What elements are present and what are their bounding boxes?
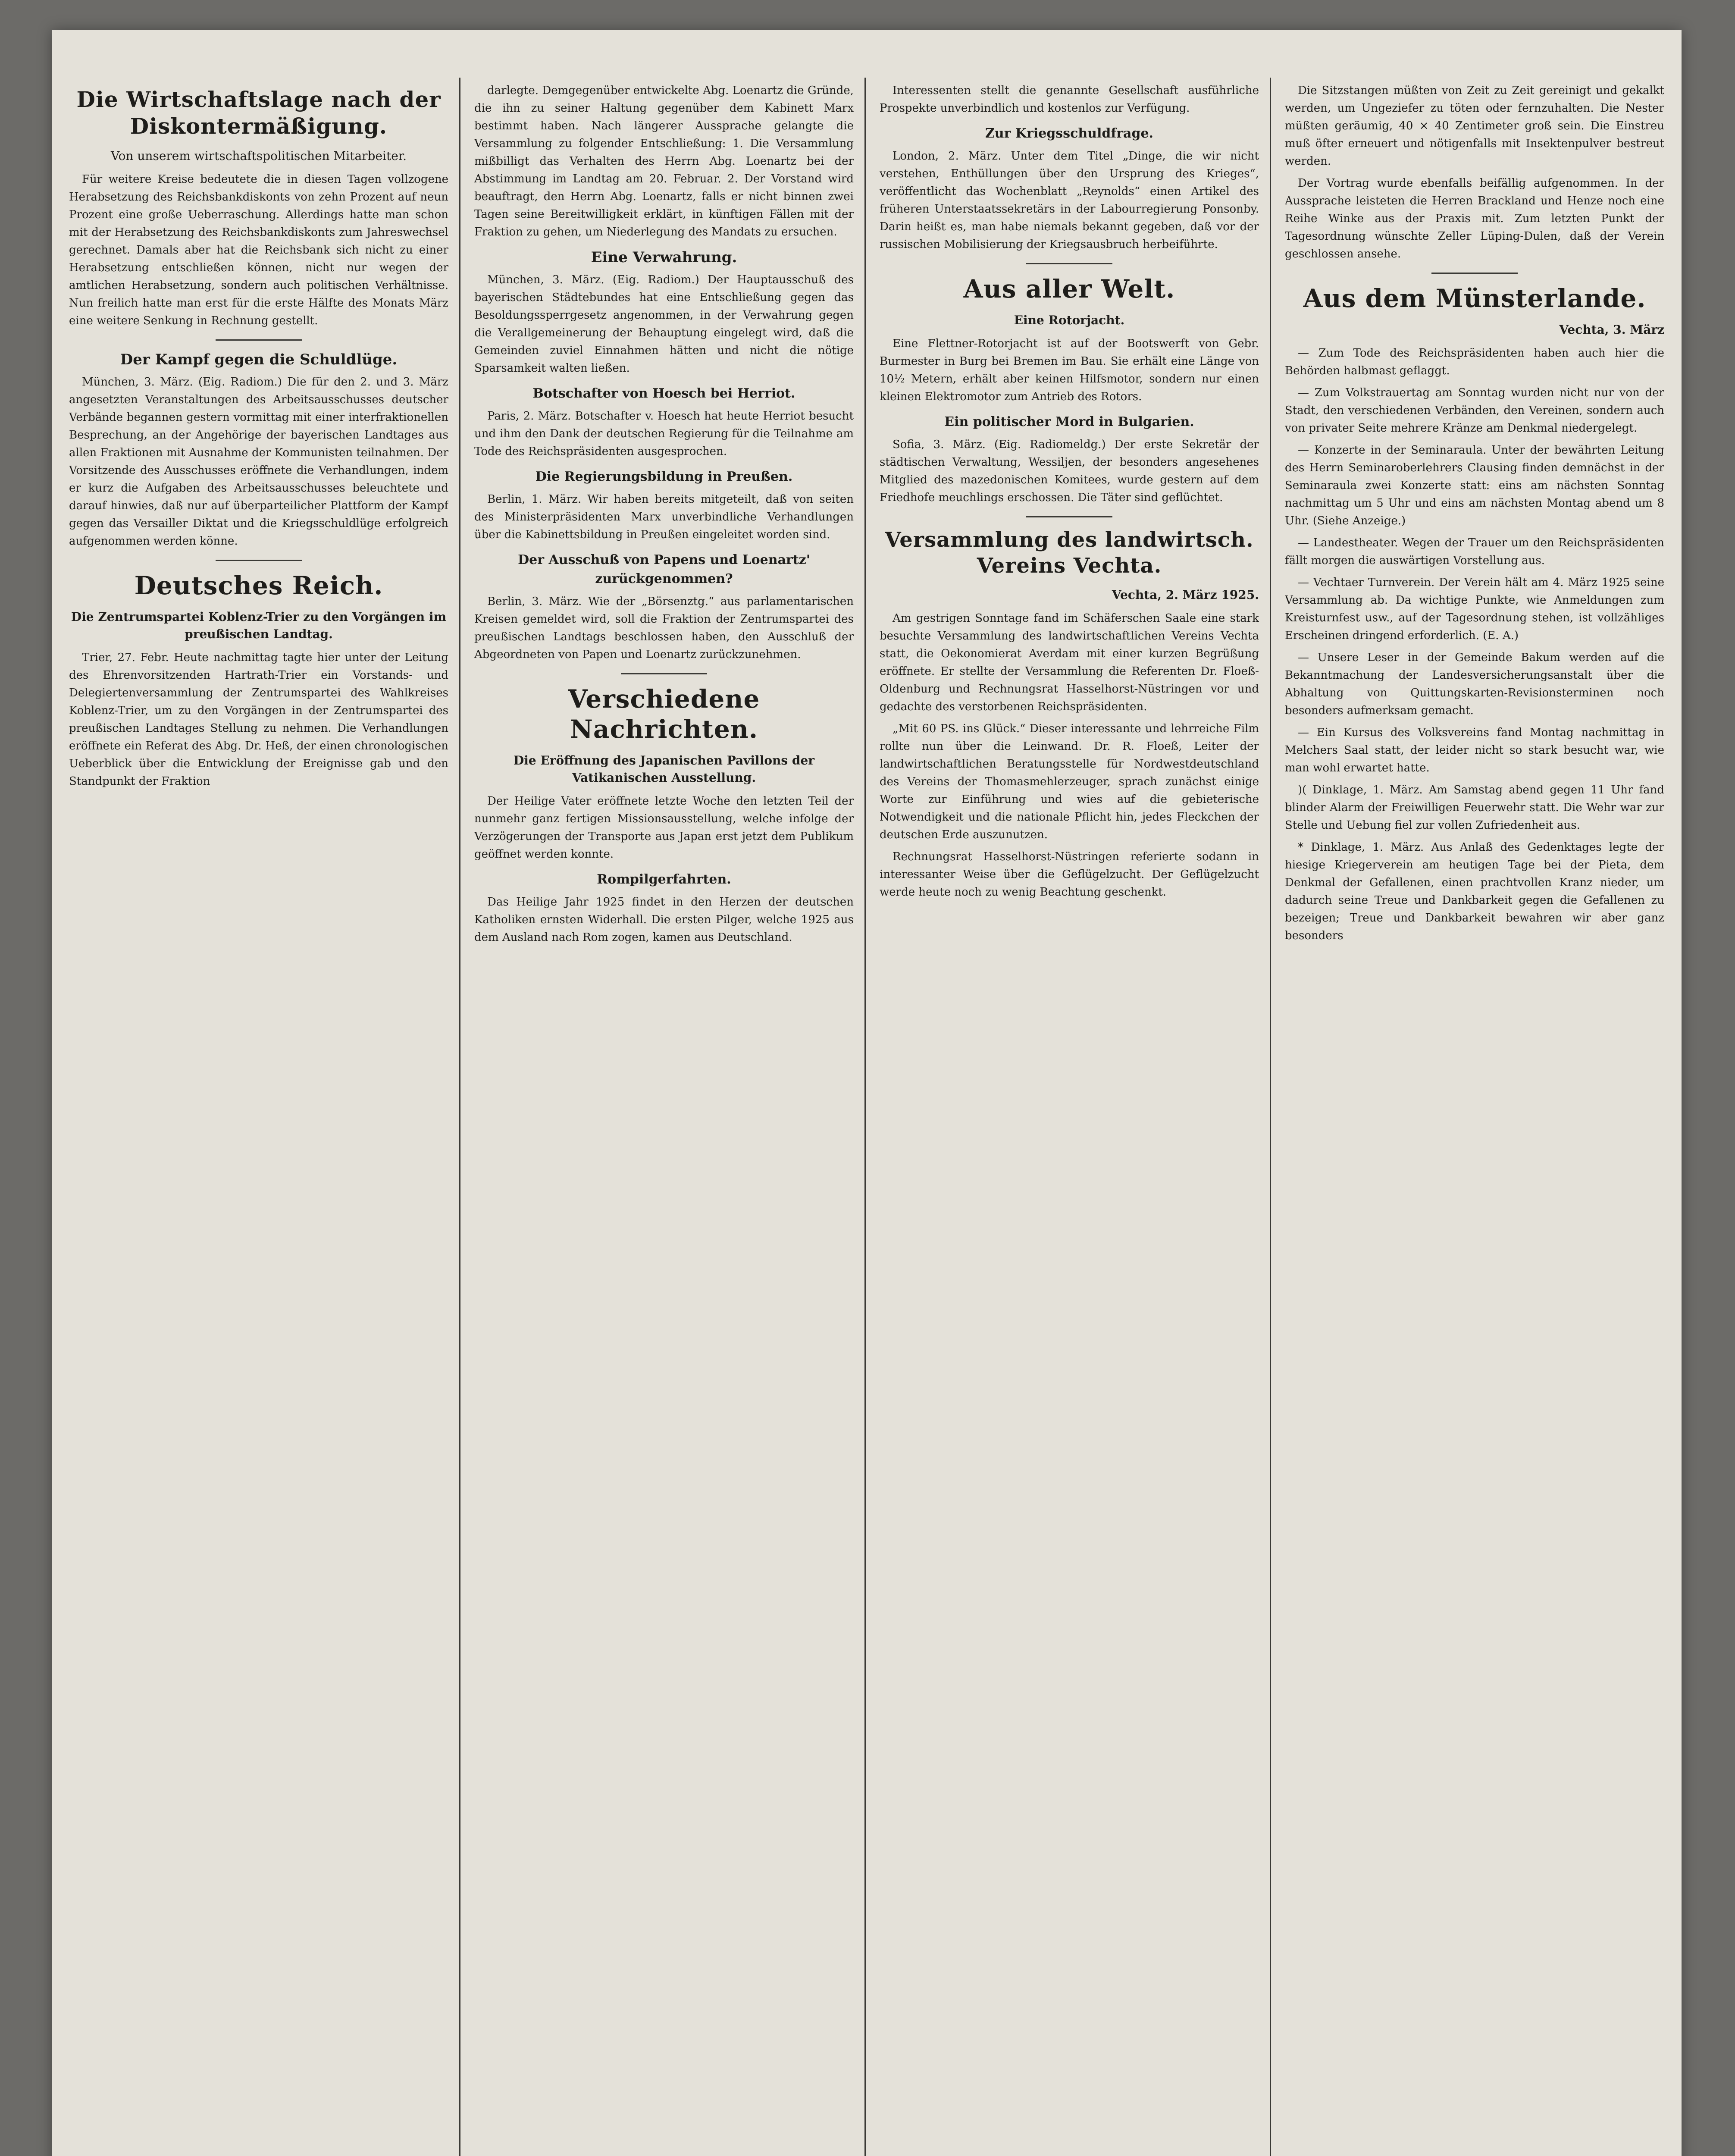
headline-schuldluege: Der Kampf gegen die Schuldlüge. xyxy=(120,351,398,368)
article-paragraph: — Konzerte in der Seminaraula. Unter der bewährten Leitung des Herrn Seminaroberlehrers Clausing finden demnächst in der Seminaraula zwei Konzerte statt: eins am nächsten Sonntag nachmittag um 5 Uhr und eins am nächsten Montag abend um 8 Uhr. (Siehe Anzeige.) xyxy=(1285,444,1664,527)
article-paragraph: — Zum Tode des Reichspräsidenten haben auch hier die Behörden halbmast geflaggt. xyxy=(1285,347,1664,377)
article-paragraph: Eine Flettner-Rotorjacht ist auf der Bootswerft von Gebr. Burmester in Burg bei Bremen im Bau. Sie erhält eine Länge von 10½ Metern, erhält aber keinen Hilfsmotor, sondern nur einen kleinen Elektromotor zum Antrieb des Rotors. xyxy=(880,337,1259,403)
article-paragraph: Berlin, 3. März. Wie der „Börsenztg.“ aus parlamentarischen Kreisen gemeldet wird, soll die Fraktion der Zentrumspartei des preußischen Landtags beschlossen haben, den Ausschluß der Abgeordneten von Papen und Loenartz zurückzunehmen. xyxy=(474,595,854,661)
article-paragraph: darlegte. Demgegenüber entwickelte Abg. Loenartz die Gründe, die ihn zu seiner Haltung gegenüber dem Kabinett Marx bestimmt haben. Nach längerer Aussprache gelangte die Versammlung zu folgender Entschließung: 1. Die Versammlung mißbilligt das Verhalten des Herrn Abg. Loenartz bei der Abstimmung im Landtag am 20. Februar. 2. Der Vorstand wird beauftragt, den Herrn Abg. Loenartz, falls er nicht binnen zwei Tagen seine Bereitwilligkeit erklärt, in künftigen Fällen mit der Fraktion zu gehen, um Niederlegung des Mandats zu ersuchen. xyxy=(474,84,854,238)
headline-kriegsschuldfrage: Zur Kriegsschuldfrage. xyxy=(985,126,1153,141)
article-paragraph: München, 3. März. (Eig. Radiom.) Der Hauptausschuß des bayerischen Städtebundes hat eine Entschließung gegen das Besoldungssperrgesetz angenommen, in der Verwahrung gegen die Verallgemeinerung der Behauptung eingelegt wird, daß die Gemeinden zuviel Einnahmen hätten und nicht die nötige Sparsamkeit walten ließen. xyxy=(474,273,854,375)
dateline: Vechta, 3. März xyxy=(1559,323,1664,337)
column-2 xyxy=(474,82,854,2156)
subheadline-zentrumspartei: Die Zentrumspartei Koblenz-Trier zu den Vorgängen im preußischen Landtag. xyxy=(71,610,447,641)
separator xyxy=(216,560,302,561)
headline-regierungsbildung: Die Regierungsbildung in Preußen. xyxy=(535,469,793,484)
article-paragraph: Für weitere Kreise bedeutete die in diesen Tagen vollzogene Herabsetzung des Reichsbankdiskonts von zehn Prozent auf neun Prozent eine große Ueberraschung. Allerdings hatte man schon mit der Herabsetzung des Reichsbankdiskonts zum Jahreswechsel gerechnet. Damals aber hat die Reichsbank sich nicht zu einer Herabsetzung entschließen können, nicht nur wegen der amtlichen Herabsetzung, sondern auch politischen Verhältnisse. Nun freilich hatte man erst für die erste Hälfte des Monats März eine weitere Senkung in Rechnung gestellt. xyxy=(69,173,448,327)
article-paragraph: München, 3. März. (Eig. Radiom.) Die für den 2. und 3. März angesetzten Veranstaltungen des Arbeitsausschusses deutscher Verbände begannen gestern vormittag mit einer interfraktionellen Besprechung, an der Angehörige der bayerischen Landtages aus allen Fraktionen mit Ausnahme der Kommunisten teilnahmen. Der Vorsitzende des Ausschusses eröffnete die Verhandlungen, indem er kurz die Aufgaben des Arbeitsausschusses beleuchtete und darauf hinwies, daß nur auf überparteilicher Plattform der Kampf gegen das Versailler Diktat und die Kriegsschuldlüge erfolgreich aufgenommen werden könne. xyxy=(69,376,448,548)
subheadline-japanischer-pavillon: Die Eröffnung des Japanischen Pavillons der Vatikanischen Ausstellung. xyxy=(513,753,815,785)
article-paragraph: Der Vortrag wurde ebenfalls beifällig aufgenommen. In der Aussprache leisteten die Herren Brackland und Henze noch eine Reihe Winke aus der Praxis mit. Zum letzten Punkt der Tagesordnung wünschte Zeller Lüping-Dulen, daß der Verein geschlossen ansehe. xyxy=(1285,177,1664,260)
article-paragraph: — Landestheater. Wegen der Trauer um den Reichspräsidenten fällt morgen die auswärtigen Vorstellung aus. xyxy=(1285,536,1664,567)
column-rule xyxy=(1270,78,1271,2156)
column-rule xyxy=(864,78,866,2156)
article-paragraph: * Dinklage, 1. März. Aus Anlaß des Gedenktages legte der hiesige Kriegerverein am heutigen Tage bei der Pieta, dem Denkmal der Gefallenen, einen prachtvollen Kranz nieder, um dadurch seine Treue und Dankbarkeit gegen die Gefallenen zu bezeigen; Treue und Dankbarkeit bewahren wir aber ganz besonders xyxy=(1285,841,1664,942)
byline: Von unserem wirtschaftspolitischen Mitarbeiter. xyxy=(110,149,407,163)
article-paragraph: — Vechtaer Turnverein. Der Verein hält am 4. März 1925 seine Versammlung ab. Da wichtige Punkte, wie Anmeldungen zum Kreisturnfest usw., auf der Tagesordnung stehen, ist vollzähliges Erscheinen dringend erforderlich. (E. A.) xyxy=(1285,576,1664,642)
article-paragraph: — Ein Kursus des Volksvereins fand Montag nachmittag in Melchers Saal statt, der leider nicht so stark besucht war, wie man wohl erwartet hatte. xyxy=(1285,726,1664,774)
separator xyxy=(216,339,302,341)
article-paragraph: — Zum Volkstrauertag am Sonntag wurden nicht nur von der Stadt, den verschiedenen Verbänden, den Vereinen, sondern auch von privater Seite mehrere Kränze am Denkmal niedergelegt. xyxy=(1285,386,1664,435)
headline-versammlung-vechta: Versammlung des landwirtsch. Vereins Vechta. xyxy=(885,528,1254,578)
article-paragraph: Die Sitzstangen müßten von Zeit zu Zeit gereinigt und gekalkt werden, um Ungeziefer zu töten oder fernzuhalten. Die Nester müßten geräumig, 40 × 40 Zentimeter groß sein. Die Einstreu muß öfter erneuert und nötigenfalls mit Insektenpulver bestreut werden. xyxy=(1285,84,1664,168)
separator xyxy=(621,673,707,674)
column-4 xyxy=(1285,82,1664,2156)
article-paragraph: — Unsere Leser in der Gemeinde Bakum werden auf die Bekanntmachung der Landesversicherungsanstalt über die Abhaltung von Quittungskarten-Revisionsterminen noch besonders aufmerksam gemacht. xyxy=(1285,651,1664,717)
article-paragraph: „Mit 60 PS. ins Glück.“ Dieser interessante und lehrreiche Film rollte nun über die Leinwand. Dr. R. Floeß, Leiter der landwirtschaftlichen Beratungsstelle für Nordwestdeutschland des Vereins der Thomasmehlerzeuger, sprach zunächst einige Worte zur Einführung und wies auf die gebieterische Notwendigkeit und die nationale Pflicht hin, jedes Fleckchen der deutschen Erde auszunutzen. xyxy=(880,722,1259,841)
column-1 xyxy=(69,82,448,2156)
subheadline-rotorjacht: Eine Rotorjacht. xyxy=(1014,313,1125,327)
separator xyxy=(1026,516,1112,517)
article-paragraph: Der Heilige Vater eröffnete letzte Woche den letzten Teil der nunmehr ganz fertigen Missionsausstellung, welche infolge der Verzögerungen der Transporte aus Japan erst jetzt dem Publikum geöffnet werden konnte. xyxy=(474,795,854,861)
headline-deutsches-reich: Deutsches Reich. xyxy=(134,571,383,600)
column-3 xyxy=(880,82,1259,2156)
headline-verwahrung: Eine Verwahrung. xyxy=(591,249,737,266)
headline-ausschluss: Der Ausschuß von Papens und Loenartz' zurückgenommen? xyxy=(518,552,810,586)
column-rule xyxy=(459,78,460,2156)
article-paragraph: Paris, 2. März. Botschafter v. Hoesch hat heute Herriot besucht und ihm den Dank der deutschen Regierung für die Teilnahme am Tode des Reichspräsidenten ausgesprochen. xyxy=(474,410,854,458)
headline-verschiedene-nachrichten: Verschiedene Nachrichten. xyxy=(568,684,760,744)
article-paragraph: Sofia, 3. März. (Eig. Radiomeldg.) Der erste Sekretär der städtischen Verwaltung, Wessiljen, der besonders angesehenes Mitglied des mazedonischen Komitees, wurde gestern auf dem Friedhofe meuchlings erschossen. Die Täter sind geflüchtet. xyxy=(880,438,1259,504)
article-paragraph: )( Dinklage, 1. März. Am Samstag abend gegen 11 Uhr fand blinder Alarm der Freiwilligen Feuerwehr statt. Die Wehr war zur Stelle und Uebung fiel zur vollen Zufriedenheit aus. xyxy=(1285,783,1664,832)
article-paragraph: Rechnungsrat Hasselhorst-Nüstringen referierte sodann in interessanter Weise über die Geflügelzucht. Der Geflügelzucht werde heute noch zu wenig Beachtung geschenkt. xyxy=(880,850,1259,899)
article-paragraph: Trier, 27. Febr. Heute nachmittag tagte hier unter der Leitung des Ehrenvorsitzenden Hartrath-Trier ein Vorstands- und Delegiertenversammlung der Zentrumspartei des Wahlkreises Koblenz-Trier, um zu den Vorgängen in der Zentrumspartei des preußischen Landtages Stellung zu nehmen. Die Verhandlungen eröffnete ein Referat des Abg. Dr. Heß, der einen chronologischen Ueberblick über die Entwicklung der Ereignisse gab und den Standpunkt der Fraktion xyxy=(69,651,448,788)
headline-aus-aller-welt: Aus aller Welt. xyxy=(963,274,1175,304)
article-paragraph: Interessenten stellt die genannte Gesellschaft ausführliche Prospekte unverbindlich und kostenlos zur Verfügung. xyxy=(880,84,1259,115)
headline-muensterlande: Aus dem Münsterlande. xyxy=(1303,284,1646,313)
article-paragraph: Berlin, 1. März. Wir haben bereits mitgeteilt, daß von seiten des Ministerpräsidenten Marx unverbindliche Verhandlungen über die Kabinettsbildung in Preußen eingeleitet worden sind. xyxy=(474,493,854,541)
headline-hoesch: Botschafter von Hoesch bei Herriot. xyxy=(532,386,795,401)
newspaper-page xyxy=(52,30,1682,2156)
headline-rompilgerfahrten: Rompilgerfahrten. xyxy=(597,872,731,887)
article-paragraph: London, 2. März. Unter dem Titel „Dinge, die wir nicht verstehen, Enthüllungen über den Ursprung des Krieges“, veröffentlicht das Wochenblatt „Reynolds“ einen Artikel des früheren Unterstaatssekretärs in der Labourregierung Ponsonby. Darin heißt es, man habe niemals bekannt gegeben, daß vor der russischen Mobilisierung der Kriegsausbruch herbeiführte. xyxy=(880,150,1259,251)
separator xyxy=(1431,273,1518,274)
article-paragraph: Am gestrigen Sonntage fand im Schäferschen Saale eine stark besuchte Versammlung des landwirtschaftlichen Vereins Vechta statt, die Oekonomierat Averdam mit einer kurzen Begrüßung eröffnete. Er stellte der Versammlung die Referenten Dr. Floeß-Oldenburg und Rechnungsrat Hasselhorst-Nüstringen vor und gedachte des verstorbenen Reichspräsidenten. xyxy=(880,612,1259,713)
article-paragraph: Das Heilige Jahr 1925 findet in den Herzen der deutschen Katholiken ernsten Widerhall. Die ersten Pilger, welche 1925 aus dem Ausland nach Rom zogen, kamen aus Deutschland. xyxy=(474,896,854,944)
dateline: Vechta, 2. März 1925. xyxy=(1112,588,1259,602)
headline-wirtschaftslage: Die Wirtschaftslage nach der Diskontermäßigung. xyxy=(76,87,441,139)
headline-mord-bulgarien: Ein politischer Mord in Bulgarien. xyxy=(944,414,1194,429)
separator xyxy=(1026,263,1112,264)
